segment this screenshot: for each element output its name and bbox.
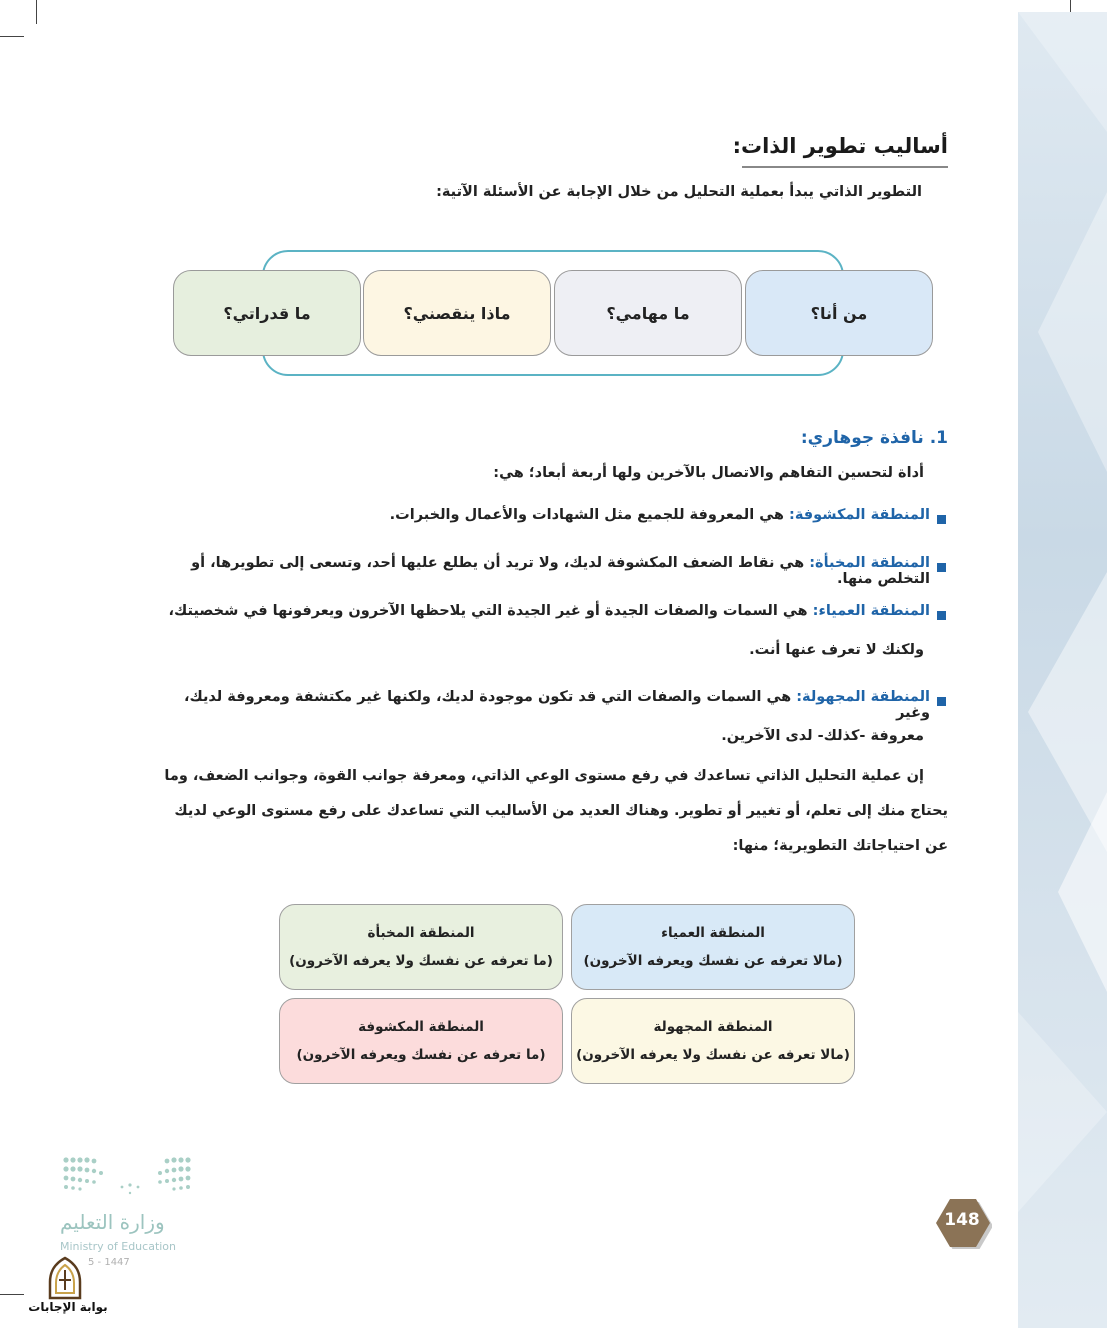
zone-box-unknown [571,998,855,1084]
edition-year: 5 - 1447 [88,1257,130,1268]
question-box-who-am-i [745,270,933,356]
list-item [150,689,930,721]
section-description: أداة لتحسين التفاهم والاتصال بالآخرين ولها أربعة أبعاد؛ هي: [493,465,924,481]
bullet-icon [937,697,946,706]
crop-mark [36,0,37,24]
summary-line: إن عملية التحليل الذاتي تساعدك في رفع مستوى الوعي الذاتي، ومعرفة جوانب القوة، وجوانب الضعف، وما [164,768,924,784]
question-label: ما قدراتي؟ [223,303,311,323]
zone-title: المنطقة المجهولة [653,1019,773,1035]
list-item-term: المنطقة العمياء: [812,603,930,619]
section-heading: 1. نافذة جوهاري: [800,428,948,448]
title-underline [742,166,948,168]
summary-line: عن احتياجاتك التطويرية؛ منها: [732,838,948,854]
list-item-term: المنطقة المجهولة: [796,689,930,705]
list-item [150,603,930,619]
question-box-my-tasks [554,270,742,356]
bullet-icon [937,611,946,620]
decorative-side-strip [1018,12,1107,1328]
zone-box-hidden [279,904,563,990]
question-box-what-i-lack [363,270,551,356]
bullet-icon [937,515,946,524]
list-item-continuation: معروفة -كذلك- لدى الآخرين. [721,728,924,744]
page-number: 148 [944,1210,980,1230]
question-box-my-abilities [173,270,361,356]
zone-description: (مالا تعرفه عن نفسك ولا يعرفه الآخرون) [576,1047,850,1063]
ministry-logo-icon [60,1155,200,1200]
page-title: أساليب تطوير الذات: [732,134,948,158]
list-item-term: المنطقة المكشوفة: [789,507,930,523]
crop-mark [0,1294,24,1295]
portal-logo-icon [44,1256,86,1300]
list-item-text: هي نقاط الضعف المكشوفة لديك، ولا تريد أن يطلع عليها أحد، وتسعى إلى تطويرها، أو التخلص منها. [191,555,930,587]
list-item-text: هي السمات والصفات التي قد تكون موجودة لديك، ولكنها غير مكتشفة ومعروفة لديك، وغير [183,689,930,721]
zone-description: (ما تعرفه عن نفسك ولا يعرفه الآخرون) [289,953,553,969]
question-label: ما مهامي؟ [606,303,690,323]
list-item-text: هي المعروفة للجميع مثل الشهادات والأعمال والخبرات. [389,507,790,523]
question-label: من أنا؟ [810,303,868,323]
zone-description: (مالا تعرفه عن نفسك ويعرفه الآخرون) [583,953,843,969]
list-item-continuation: ولكنك لا تعرف عنها أنت. [749,642,924,658]
portal-name: بوابة الإجابات [28,1300,108,1314]
zone-title: المنطقة المخبأة [367,925,475,941]
zone-box-blind [571,904,855,990]
list-item-term: المنطقة المخبأة: [809,555,930,571]
zone-title: المنطقة العمياء [661,925,765,941]
zone-box-open [279,998,563,1084]
ministry-name-arabic: وزارة التعليم [60,1210,165,1234]
list-item-text: هي السمات والصفات الجيدة أو غير الجيدة التي يلاحظها الآخرون ويعرفونها في شخصيتك، [168,603,813,619]
ministry-name-english: Ministry of Education [60,1240,177,1253]
bullet-icon [937,563,946,572]
list-item [150,555,930,587]
zone-title: المنطقة المكشوفة [358,1019,484,1035]
question-label: ماذا ينقصني؟ [403,303,511,323]
intro-text: التطوير الذاتي يبدأ بعملية التحليل من خلال الإجابة عن الأسئلة الآتية: [436,184,922,200]
crop-mark [0,36,24,37]
summary-line: يحتاج منك إلى تعلم، أو تغيير أو تطوير. وهناك العديد من الأساليب التي تساعدك على رفع مستوى الوعي لديك [174,803,948,819]
list-item [300,507,930,523]
zone-description: (ما تعرفه عن نفسك ويعرفه الآخرون) [296,1047,546,1063]
